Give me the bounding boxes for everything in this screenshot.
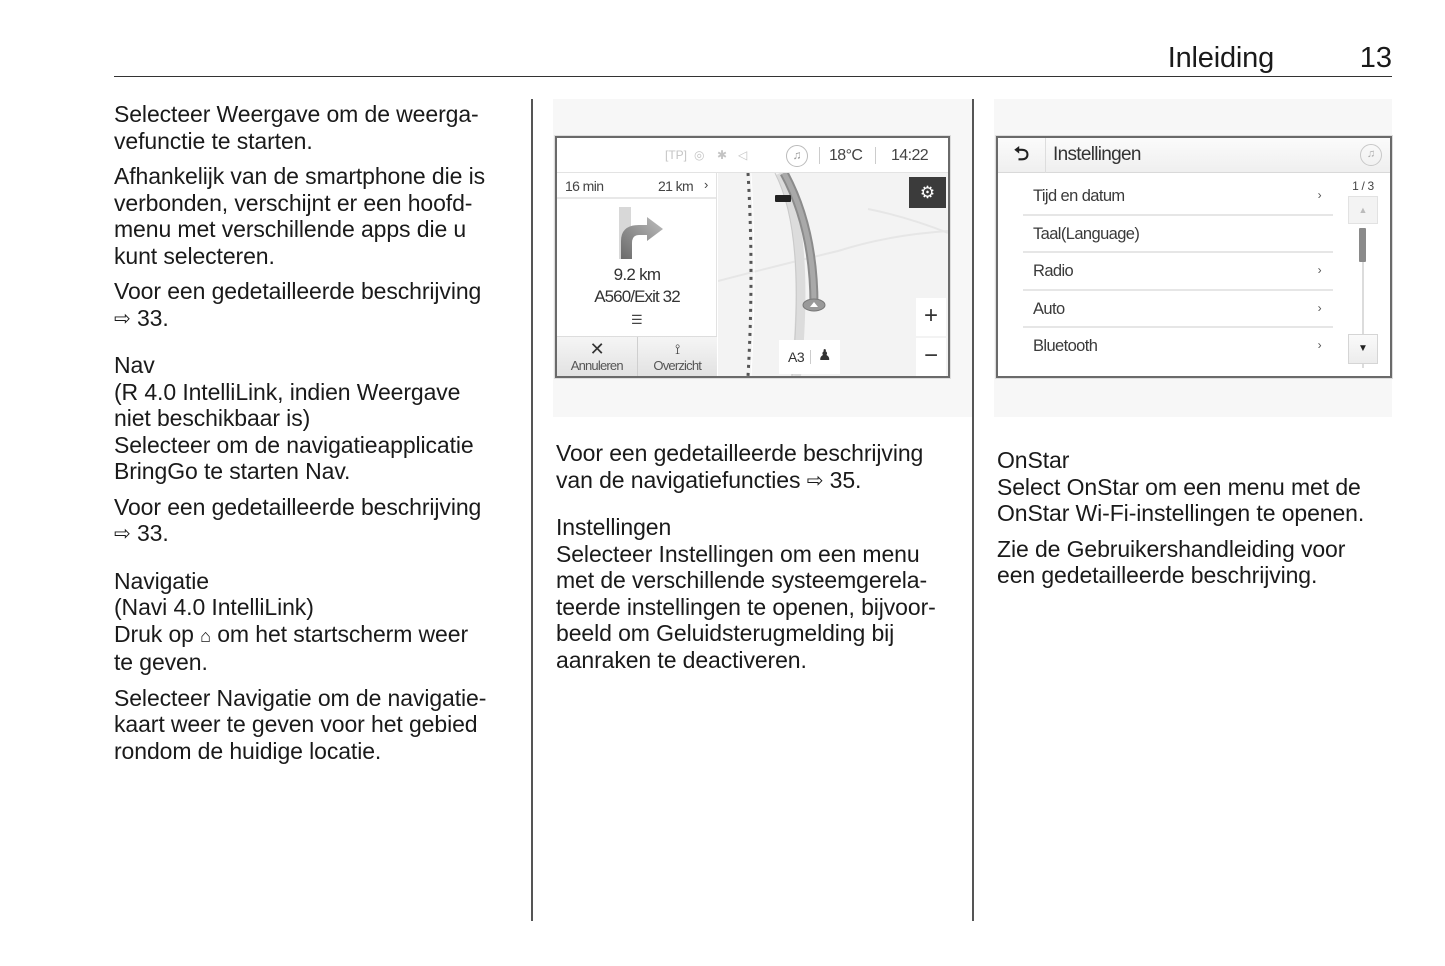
scrollbar[interactable] <box>1346 176 1380 371</box>
settings-screen <box>996 136 1392 378</box>
phone-icon: ◎ <box>694 148 705 162</box>
text-line: om het startscherm weer <box>217 620 468 647</box>
text-line: Voor een gedetailleerde beschrijving <box>114 278 482 304</box>
text-line: Voor een gedetailleerde beschrijving <box>556 440 924 466</box>
chapter-title: Inleiding <box>1167 42 1274 74</box>
paragraph-nav-reference <box>114 494 524 548</box>
item-label: Bluetooth <box>1033 337 1098 355</box>
scroll-down-button[interactable] <box>1348 334 1378 364</box>
page-header <box>114 40 1392 77</box>
text-line: Voor een gedetailleerde beschrijving <box>114 493 482 520</box>
section-onstar <box>997 447 1397 527</box>
screen-title: Instellingen <box>1053 144 1141 165</box>
clock: 14:22 <box>891 147 929 164</box>
settings-item-radio[interactable] <box>1023 253 1333 291</box>
text-line: van de navigatiefuncties <box>556 466 801 493</box>
guidance-panel <box>557 173 717 376</box>
navigation-screen <box>555 136 950 378</box>
zoom-out-button[interactable]: − <box>916 338 946 376</box>
text-line: beeld om Geluidsterugmelding bij <box>556 620 895 646</box>
divider <box>819 147 820 164</box>
heading-text: Nav <box>114 352 155 378</box>
volume-icon: ◁ <box>738 148 748 162</box>
settings-item-taal[interactable] <box>1023 216 1333 254</box>
current-road-label <box>779 340 840 374</box>
paragraph-weergave <box>114 101 524 154</box>
person-icon: ♟ <box>818 347 831 364</box>
music-icon[interactable]: ♫ <box>1360 144 1382 166</box>
column-middle <box>556 440 966 673</box>
text-line: Afhankelijk van de smartphone die is <box>114 163 486 189</box>
text-line: aanraken te deactiveren. <box>556 646 807 673</box>
guidance-buttons <box>557 336 717 376</box>
home-icon: ⌂ <box>200 625 211 646</box>
road-name: A3 <box>788 349 805 365</box>
text-line: kunt selecteren. <box>114 242 275 269</box>
button-label: Annuleren <box>570 358 623 373</box>
turn-right-arrow-icon <box>617 207 667 259</box>
text-line: Selecteer Weergave om de weerga- <box>114 101 479 127</box>
settings-gear-button[interactable]: ⚙ <box>909 177 946 208</box>
trip-duration: 16 min <box>565 178 604 194</box>
column-divider <box>531 99 533 921</box>
chevron-right-icon: › <box>1317 338 1321 352</box>
paragraph-nav-functions <box>556 440 966 494</box>
heading-text: OnStar <box>997 447 1070 473</box>
trip-summary[interactable] <box>557 173 716 199</box>
music-icon[interactable]: ♫ <box>786 145 808 167</box>
settings-list <box>1023 178 1333 366</box>
item-label: Tijd en datum <box>1033 187 1125 205</box>
scroll-up-button[interactable] <box>1348 196 1378 224</box>
settings-item-auto[interactable] <box>1023 291 1333 329</box>
bluetooth-icon: ✱ <box>717 148 728 162</box>
text-line: BringGo te starten Nav. <box>114 458 351 484</box>
paragraph-nav <box>114 432 524 485</box>
text-line: niet beschikbaar is) <box>114 405 311 431</box>
settings-header <box>998 138 1390 173</box>
page-reference-arrow-icon: ⇨ <box>114 523 131 545</box>
text-line: teerde instellingen te openen, bijvoor- <box>556 593 936 620</box>
item-label: Auto <box>1033 299 1065 318</box>
text-line: kaart weer te geven voor het gebied <box>114 711 478 737</box>
page-indicator: 1 / 3 <box>1352 179 1374 193</box>
paragraph-smartphone <box>114 163 524 269</box>
paragraph-home <box>114 621 524 676</box>
next-turn-road: A560/Exit 32 <box>594 287 680 306</box>
route-overview-icon: ⟟ <box>675 341 680 357</box>
page-reference-arrow-icon: ⇨ <box>806 469 824 492</box>
text-line: Selecteer Instellingen om een menu <box>556 540 920 567</box>
chevron-right-icon: › <box>1317 263 1321 277</box>
text-line: (Navi 4.0 IntelliLink) <box>114 594 314 620</box>
column-left <box>114 101 524 773</box>
page-reference[interactable]: 33. <box>136 304 169 331</box>
scroll-thumb[interactable] <box>1359 228 1366 262</box>
map-view[interactable] <box>718 173 948 376</box>
trip-distance: 21 km <box>658 178 694 194</box>
paragraph-navigatie <box>114 685 524 765</box>
next-turn-distance: 9.2 km <box>613 265 661 284</box>
heading-text: Navigatie <box>114 567 209 594</box>
text-line: menu met verschillende apps die u <box>114 216 467 242</box>
page-reference[interactable]: 35. <box>829 466 862 493</box>
text-line: Zie de Gebruikershandleiding voor <box>997 535 1346 562</box>
divider <box>810 350 811 364</box>
heading-text: Instellingen <box>556 514 672 540</box>
chevron-right-icon: › <box>704 177 708 192</box>
list-icon[interactable]: ☰ <box>631 312 643 327</box>
text-line: te geven. <box>114 649 208 675</box>
page-number: 13 <box>1359 42 1392 74</box>
status-bar <box>557 138 948 173</box>
section-instellingen <box>556 514 966 673</box>
text-line: Selecteer Navigatie om de navigatie- <box>114 684 487 711</box>
text-line: vefunctie te starten. <box>114 127 313 154</box>
item-label: Radio <box>1033 262 1074 280</box>
overview-button[interactable] <box>638 337 718 376</box>
arrow-up-icon: ▲ <box>1358 205 1368 215</box>
settings-item-tijd-en-datum[interactable] <box>1023 178 1333 216</box>
text-line: met de verschillende systeemgerela- <box>556 567 928 593</box>
chevron-right-icon: › <box>1317 188 1321 202</box>
page-reference-arrow-icon: ⇨ <box>114 307 131 330</box>
text-line: een gedetailleerde beschrijving. <box>997 562 1318 588</box>
text-line: verbonden, verschijnt er een hoofd- <box>114 189 473 216</box>
back-arrow-icon: ⮌ <box>1013 144 1030 165</box>
text-line: Select OnStar om een menu met de <box>997 473 1361 500</box>
text-line: Druk op <box>114 620 194 647</box>
cancel-button[interactable] <box>557 337 638 376</box>
text-line: OnStar Wi-Fi-instellingen te openen. <box>997 500 1365 526</box>
tp-icon: [TP] <box>665 148 688 162</box>
temperature: 18°C <box>829 147 863 164</box>
arrow-down-icon: ▼ <box>1358 343 1368 354</box>
button-label: Overzicht <box>653 358 702 373</box>
divider <box>875 147 876 164</box>
section-heading-navigatie <box>114 568 524 621</box>
section-heading-nav <box>114 352 524 432</box>
column-divider <box>972 99 974 921</box>
item-label: Taal(Language) <box>1033 224 1140 243</box>
close-icon: ✕ <box>589 339 604 359</box>
zoom-in-button[interactable]: + <box>916 298 946 336</box>
paragraph-reference <box>114 278 524 332</box>
column-right <box>997 447 1397 598</box>
text-line: Selecteer om de navigatieapplicatie <box>114 431 474 458</box>
back-button[interactable] <box>998 138 1046 173</box>
settings-item-bluetooth[interactable] <box>1023 328 1333 366</box>
paragraph-onstar-guide <box>997 536 1397 589</box>
page-reference[interactable]: 33. <box>136 520 169 546</box>
chevron-right-icon: › <box>1317 300 1321 315</box>
text-line: rondom de huidige locatie. <box>114 737 382 764</box>
text-line: (R 4.0 IntelliLink, indien Weergave <box>114 378 461 405</box>
